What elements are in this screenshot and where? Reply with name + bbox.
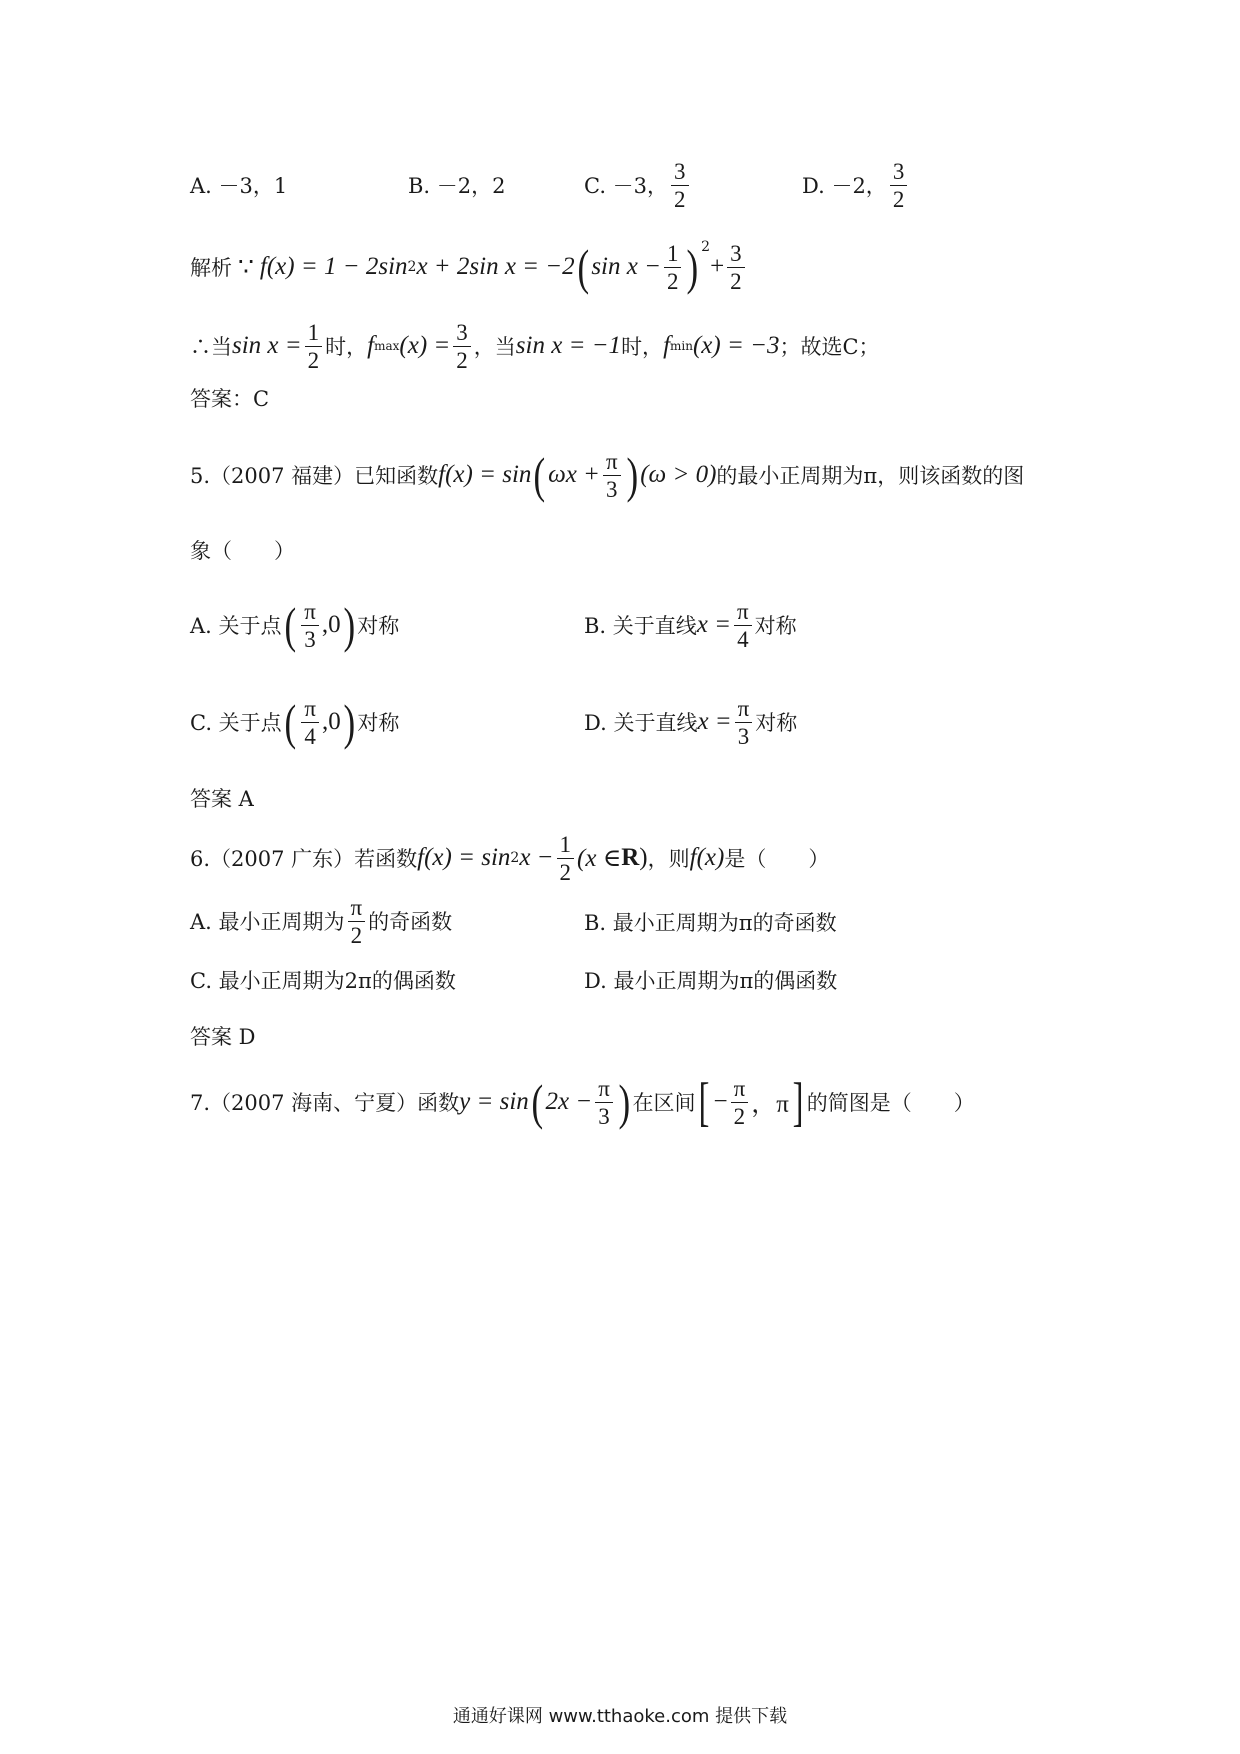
fraction: $\frac{3}{2}$ <box>453 321 471 372</box>
fraction: $\frac{\pi}{2}$ <box>348 896 366 947</box>
fraction: $\frac{1}{2}$ <box>664 242 682 293</box>
fraction: $\frac{\pi}{4}$ <box>734 600 752 651</box>
q6-option-d: D. 最小正周期为π的偶函数 <box>584 969 838 993</box>
analysis-line: 解析 ∵ f(x) = 1 − 2sin 2 x + 2sin x = −2 ( sin x − $\frac{1}{2}$ ) $^2$ + $\frac{3}{2}$ <box>190 237 748 297</box>
answer-5: 答案 A <box>190 787 254 811</box>
question-7: 7.（2007 海南、宁夏）函数 y = sin ( 2x − $\frac{\pi}{3}$ ) 在区间 [ − $\frac{\pi}{2}$ ，π ] 的简图是（ ） <box>190 1072 975 1132</box>
question-6: 6.（2007 广东）若函数 f(x) = sin 2 x − $\frac{1}{2}$ (x ∈ R ) ，则 f(x) 是（ ） <box>190 831 830 885</box>
fraction: $\frac{\pi}{2}$ <box>731 1077 749 1128</box>
fraction: $\frac{\pi}{3}$ <box>301 600 319 651</box>
q4-option-a: A. －3，1 <box>190 174 288 198</box>
answer-6: 答案 D <box>190 1025 256 1049</box>
therefore-line: ∴当 sin x = $\frac{1}{2}$ 时， f max (x) = $\frac{3}{2}$ ，当 sin x = −1 时， f min (x) = −3 ；故选C； <box>190 319 880 373</box>
fraction: $\frac{\pi}{3}$ <box>595 1077 613 1128</box>
q4-option-d: D. －2， $\frac{3}{2}$ <box>802 155 910 215</box>
fraction: $\frac{1}{2}$ <box>557 833 575 884</box>
fraction: $\frac{3}{2}$ <box>671 160 689 211</box>
q5-option-b: B. 关于直线 x = $\frac{\pi}{4}$ 对称 <box>584 598 797 652</box>
question-5-line2: 象（ ） <box>190 539 295 563</box>
page-footer: 通通好课网 www.tthaoke.com 提供下载 <box>452 1706 788 1727</box>
fraction: $\frac{\pi}{4}$ <box>301 697 319 748</box>
q6-option-c: C. 最小正周期为2π的偶函数 <box>190 969 456 993</box>
q5-option-d: D. 关于直线 x = $\frac{\pi}{3}$ 对称 <box>584 695 798 749</box>
q6-option-b: B. 最小正周期为π的奇函数 <box>584 911 837 935</box>
q4-option-c: C. －3， $\frac{3}{2}$ <box>584 155 692 215</box>
q6-option-a: A. 最小正周期为 $\frac{\pi}{2}$ 的奇函数 <box>190 894 453 948</box>
q4-option-b: B. －2，2 <box>408 174 506 198</box>
q5-option-c: C. 关于点 ( $\frac{\pi}{4}$ ,0 ) 对称 <box>190 694 400 750</box>
answer-4: 答案：C <box>190 387 270 411</box>
fraction: $\frac{3}{2}$ <box>890 160 908 211</box>
question-5: 5.（2007 福建）已知函数 f(x) = sin ( ωx + $\frac{\pi}{3}$ ) (ω > 0) 的最小正周期为π，则该函数的图 <box>190 447 1025 503</box>
fraction: $\frac{\pi}{3}$ <box>603 450 621 501</box>
fraction: $\frac{3}{2}$ <box>727 242 745 293</box>
q5-option-a: A. 关于点 ( $\frac{\pi}{3}$ ,0 ) 对称 <box>190 597 400 653</box>
fraction: $\frac{1}{2}$ <box>305 321 323 372</box>
fraction: $\frac{\pi}{3}$ <box>735 697 753 748</box>
